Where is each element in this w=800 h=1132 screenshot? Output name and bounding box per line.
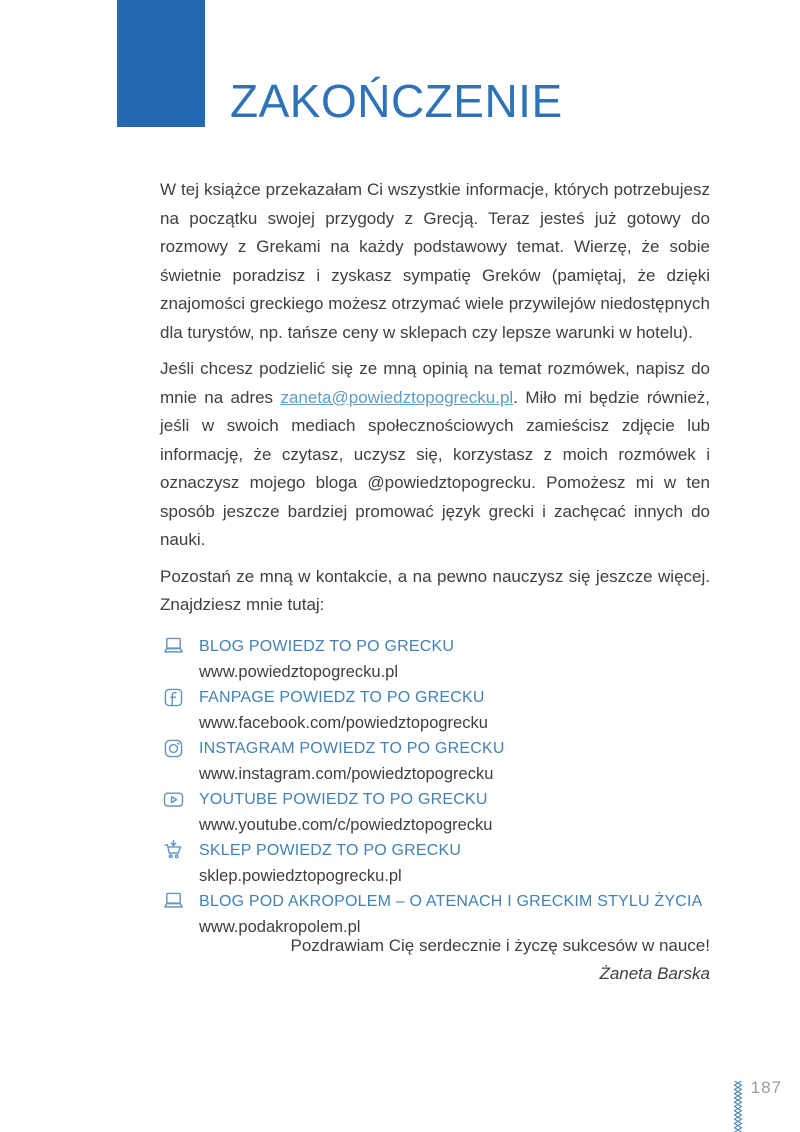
paragraph-contact — [160, 355, 710, 555]
instagram-icon — [160, 737, 186, 760]
paragraph-contact-text-before: Jeśli chcesz podzielić się ze mną opinią na temat rozmówek, napisz do mnie na adres — [160, 359, 710, 407]
cart-icon — [160, 839, 186, 862]
blog-link-label[interactable]: BLOG POWIEDZ TO PO GRECKU — [199, 637, 455, 655]
closing-block — [290, 932, 710, 988]
list-item — [160, 685, 710, 736]
youtube-link-label[interactable]: YOUTUBE POWIEDZ TO PO GRECKU — [199, 790, 488, 808]
chapter-accent-rectangle — [117, 0, 205, 127]
blog-akropolem-link-url[interactable]: www.podakropolem.pl — [199, 917, 361, 936]
page-body — [160, 176, 710, 940]
list-item — [160, 634, 710, 685]
shop-link-label[interactable]: SKLEP POWIEDZ TO PO GRECKU — [199, 841, 462, 859]
instagram-link-label[interactable]: INSTAGRAM POWIEDZ TO PO GRECKU — [199, 739, 505, 757]
instagram-link-url[interactable]: www.instagram.com/powiedztopogrecku — [199, 764, 494, 783]
author-signature: Żaneta Barska — [599, 964, 710, 983]
email-link[interactable]: zaneta@powiedztopogrecku.pl — [280, 387, 514, 407]
blog-link-url[interactable]: www.powiedztopogrecku.pl — [199, 662, 399, 681]
page-title: ZAKOŃCZENIE — [230, 75, 563, 127]
social-links-list — [160, 634, 710, 940]
facebook-icon — [160, 686, 186, 709]
fanpage-link-label[interactable]: FANPAGE POWIEDZ TO PO GRECKU — [199, 688, 485, 706]
youtube-icon — [160, 788, 186, 811]
list-item — [160, 838, 710, 889]
closing-line: Pozdrawiam Cię serdecznie i życzę sukcesów w nauce! — [290, 936, 710, 955]
youtube-link-url[interactable]: www.youtube.com/c/powiedztopogrecku — [199, 815, 493, 834]
list-item — [160, 787, 710, 838]
paragraph-intro: W tej książce przekazałam Ci wszystkie informacje, których potrzebujesz na początku swojej przygody z Grecją. Teraz jesteś już gotowy do rozmowy z Grekami na każdy podstawowy temat. Wierzę, że sobie świetnie poradzisz i zyskasz sympatię Greków (pamiętaj, że dzięki znajomości greckiego możesz otrzymać wiele przywilejów niedostępnych dla turystów, np. tańsze ceny w sklepach czy lepsze warunki w hotelu). — [160, 180, 710, 342]
zigzag-decoration — [733, 1081, 743, 1132]
paragraph-contact-text-after: . Miło mi będzie również, jeśli w swoich mediach społecznościowych zamieścisz zdjęcie lub informację, że czytasz, uczysz się, korzystasz z moich rozmówek i oznaczysz mojego bloga @powiedztopogrecku. Pomożesz mi w ten sposób jeszcze bardziej promować język grecki i zachęcać innych do nauki. — [160, 387, 710, 549]
page-number: 187 — [750, 1078, 782, 1097]
paragraph-stay-in-touch: Pozostań ze mną w kontakcie, a na pewno nauczysz się jeszcze więcej. Znajdziesz mnie tutaj: — [160, 566, 710, 614]
fanpage-link-url[interactable]: www.facebook.com/powiedztopogrecku — [199, 713, 488, 732]
laptop-icon — [160, 890, 186, 913]
laptop-icon — [160, 635, 186, 658]
blog-akropolem-link-label[interactable]: BLOG POD AKROPOLEM – O ATENACH I GRECKIM STYLU ŻYCIA — [199, 892, 703, 910]
shop-link-url[interactable]: sklep.powiedztopogrecku.pl — [199, 866, 402, 885]
list-item — [160, 736, 710, 787]
